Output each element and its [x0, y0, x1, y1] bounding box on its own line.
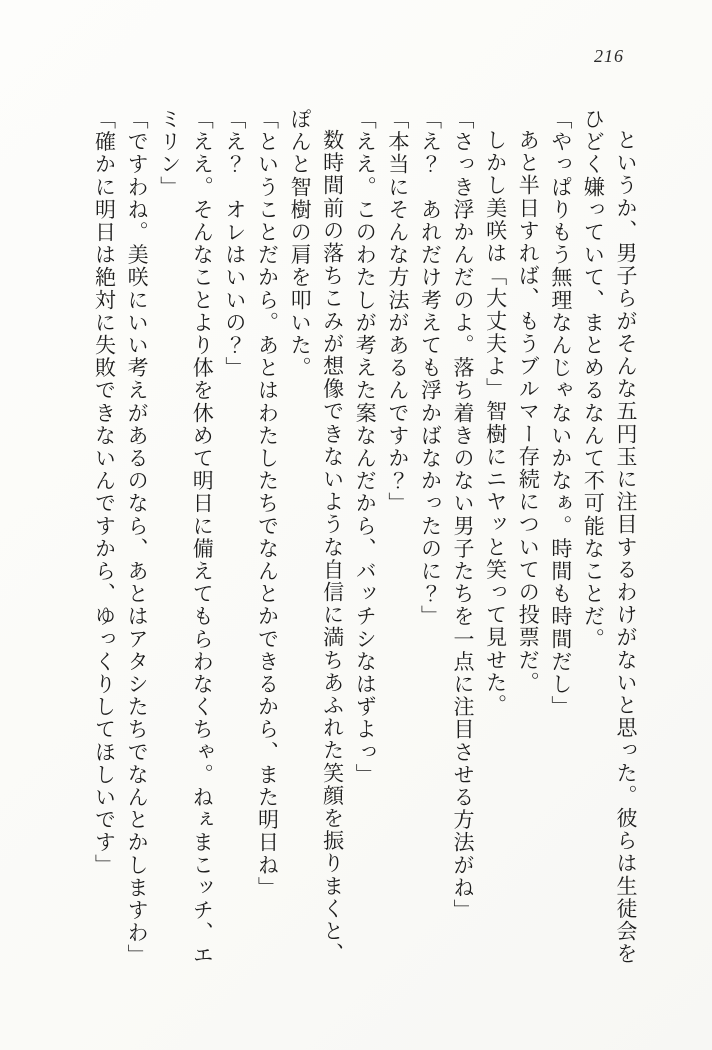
- dialogue-line: 「本当にそんな方法があるんですか？」: [385, 108, 410, 515]
- narration-paragraph: 数時間前の落ちこみが想像できないような自信に満ちあふれた笑顔を振りまくと、ぽんと智樹の肩を叩いた。: [288, 108, 345, 966]
- dialogue-line: 「え？ オレはいいの？」: [222, 108, 247, 380]
- narration-paragraph: というか、男子らがそんな五円玉に注目するわけがないと思った。彼らは生徒会をひどく嫌っていて、まとめるなんて不可能なことだ。: [581, 108, 638, 966]
- dialogue-line: 「ええ。このわたしが考えた案なんだから、バッチシなはずよっ」: [353, 108, 378, 786]
- dialogue-line: 「ええ。そんなことより体を休めて明日に備えてもらわなくちゃ。ねぇまこッチ、エミリン」: [157, 108, 215, 967]
- narration-paragraph: あと半日すれば、もうブルマー存続についての投票だ。: [516, 129, 541, 694]
- dialogue-line: 「やっぱりもう無理なんじゃないかなぁ。時間も時間だし」: [548, 108, 573, 719]
- narration-paragraph: しかし美咲は「大丈夫よ」智樹にニヤッと笑って見せた。: [483, 129, 508, 717]
- dialogue-line: 「さっき浮かんだのよ。落ち着きのない男子たちを一点に注目させる方法がね」: [451, 108, 476, 922]
- page-number: 216: [594, 46, 624, 66]
- vertical-text-block: [86, 108, 642, 980]
- dialogue-line: 「ということだから。あとはわたしたちでなんとかできるから、また明日ね」: [255, 108, 280, 899]
- dialogue-line: 「確かに明日は絶対に失敗できないんですから、ゆっくりしてほしいです」: [92, 108, 117, 877]
- dialogue-line: 「ですわね。美咲にいい考えがあるのなら、あとはアタシたちでなんとかしますわ」: [125, 108, 150, 967]
- dialogue-line: 「え？ あれだけ考えても浮かばなかったのに？」: [418, 108, 443, 628]
